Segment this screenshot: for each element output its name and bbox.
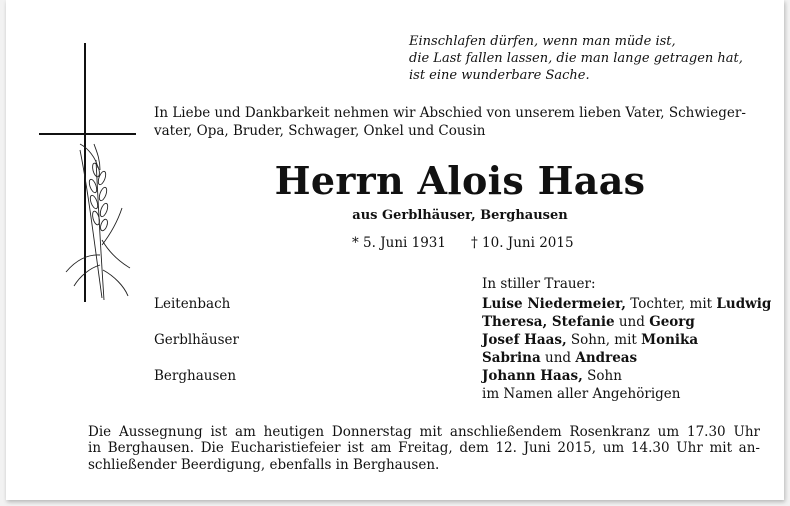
- wheat-ear-icon: [66, 144, 130, 300]
- cross-with-wheat-icon: [36, 40, 136, 310]
- mourner-name: Luise Niedermeier,: [482, 296, 626, 312]
- mourner-name: Georg: [649, 314, 695, 330]
- cross-icon: [39, 43, 136, 302]
- mourner-name: Johann Haas,: [482, 368, 583, 384]
- mourner-name: Monika: [641, 332, 699, 348]
- mourner-line: [482, 332, 698, 348]
- mourner-relation: und: [614, 314, 650, 330]
- mourner-name: Sabrina: [482, 350, 541, 366]
- mourner-line: [482, 350, 637, 366]
- deceased-name: Herrn Alois Haas: [274, 158, 646, 203]
- obituary-card: [6, 0, 784, 500]
- death-date: † 10. Juni 2015: [471, 235, 574, 251]
- mourner-relation: im Namen aller Angehörigen: [482, 386, 681, 402]
- mourner-name: Theresa, Stefanie: [482, 314, 615, 330]
- mourner-name: Ludwig: [716, 296, 772, 312]
- mourner-name: Josef Haas,: [482, 332, 567, 348]
- birth-date: * 5. Juni 1931: [352, 235, 446, 251]
- notice-line: Die Aussegnung ist am heutigen Donnerstag mit anschließendem Rosenkranz um 17.30 Uhr: [88, 424, 760, 440]
- notice-line: schließender Beerdigung, ebenfalls in Berghausen.: [88, 456, 440, 473]
- place-gerblhaeuser: Gerblhäuser: [154, 332, 239, 348]
- intro-text: [154, 104, 766, 140]
- notice-line: in Berghausen. Die Eucharistiefeier ist am Freitag, dem 12. Juni 2015, um 14.30 Uhr mit an-: [88, 440, 760, 457]
- poem: [409, 33, 769, 84]
- mourner-line: [482, 296, 771, 312]
- mourner-relation: und: [540, 350, 576, 366]
- mourning-header: In stiller Trauer:: [482, 276, 596, 292]
- mourner-relation: Sohn: [582, 368, 622, 384]
- mourner-relation: Sohn, mit: [566, 332, 642, 348]
- intro-line: In Liebe und Dankbarkeit nehmen wir Abschied von unserem lieben Vater, Schwieger-: [154, 105, 746, 121]
- mourner-line: [482, 314, 695, 330]
- mourner-name: Andreas: [575, 350, 638, 366]
- place-leitenbach: Leitenbach: [154, 296, 231, 312]
- mourner-line: [482, 386, 680, 402]
- funeral-notice: [88, 424, 760, 473]
- mourner-relation: Tochter, mit: [625, 296, 717, 312]
- poem-line: Einschlafen dürfen, wenn man müde ist,: [409, 34, 676, 49]
- poem-line: ist eine wunderbare Sache.: [409, 68, 590, 83]
- poem-line: die Last fallen lassen, die man lange getragen hat,: [409, 51, 743, 66]
- origin: aus Gerblhäuser, Berghausen: [352, 208, 568, 223]
- place-berghausen: Berghausen: [154, 368, 237, 384]
- mourner-line: [482, 368, 622, 384]
- intro-line: vater, Opa, Bruder, Schwager, Onkel und Cousin: [154, 123, 486, 139]
